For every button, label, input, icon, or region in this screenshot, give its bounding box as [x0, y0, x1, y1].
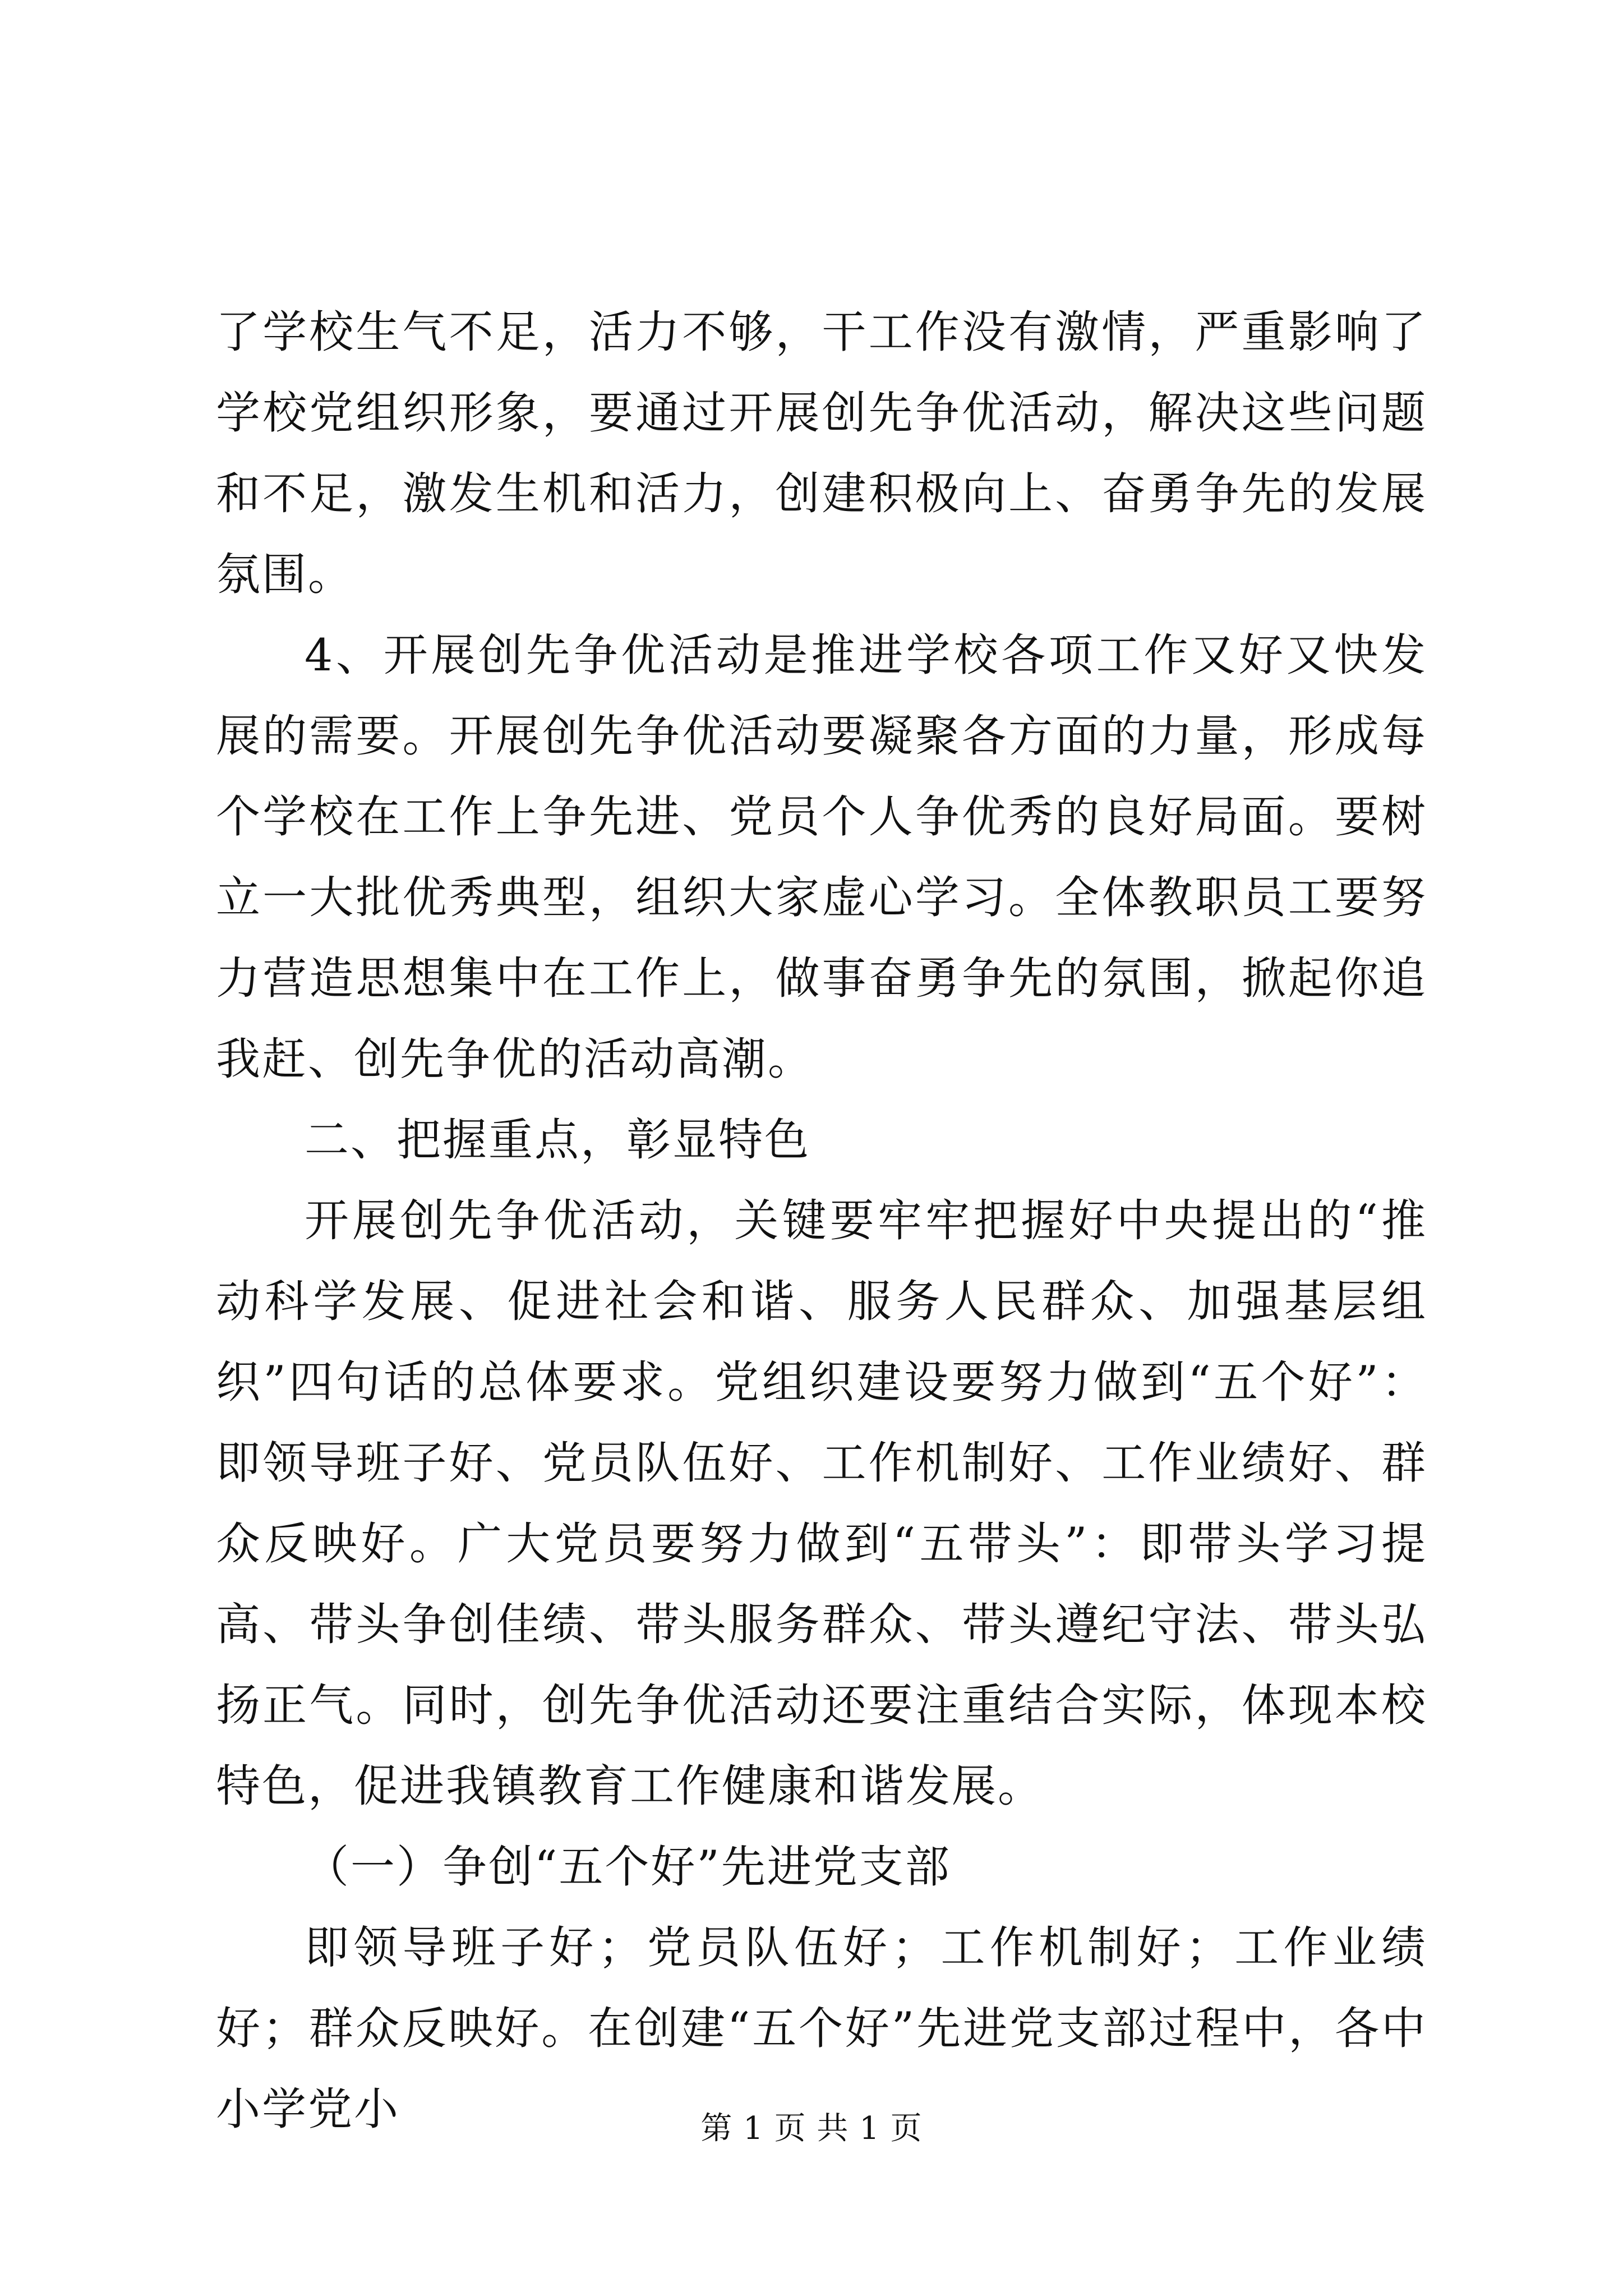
section-heading-2: 二、把握重点，彰显特色: [305, 1114, 810, 1166]
paragraph-requirements: 开展创先争优活动，关键要牢牢把握好中央提出的“推动科学发展、促进社会和谐、服务人民群众、加强基层组织”四句话的总体要求。党组织建设要努力做到“五个好”：即领导班子好、党员队伍好、工作机制好、工作业绩好、群众反映好。广大党员要努力做到“五带头”：即带头学习提高、带头争创佳绩、带头服务群众、带头遵纪守法、带头弘扬正气。同时，创先争优活动还要注重结合实际，体现本校特色，促进我镇教育工作健康和谐发展。: [216, 1195, 1427, 1812]
page-footer: 第 1 页 共 1 页: [700, 2110, 923, 2147]
subsection-heading-1: （一）争创“五个好”先进党支部: [305, 1841, 951, 1893]
paragraph-item-4: 4、开展创先争优活动是推进学校各项工作又好又快发展的需要。开展创先争优活动要凝聚各方面的力量，形成每个学校在工作上争先进、党员个人争优秀的良好局面。要树立一大批优秀典型，组织大家虚心学习。全体教职员工要努力营造思想集中在工作上，做事奋勇争先的氛围，掀起你追我赶、创先争优的活动高潮。: [216, 629, 1427, 1085]
paragraph-continuation: 了学校生气不足，活力不够，干工作没有激情，严重影响了学校党组织形象，要通过开展创先争优活动，解决这些问题和不足，激发生机和活力，创建积极向上、奋勇争先的发展氛围。: [216, 306, 1427, 600]
paragraph-five-goods: 即领导班子好；党员队伍好；工作机制好；工作业绩好；群众反映好。在创建“五个好”先进党支部过程中，各中小学党小: [216, 1922, 1427, 2135]
document-body: [216, 292, 1427, 2150]
